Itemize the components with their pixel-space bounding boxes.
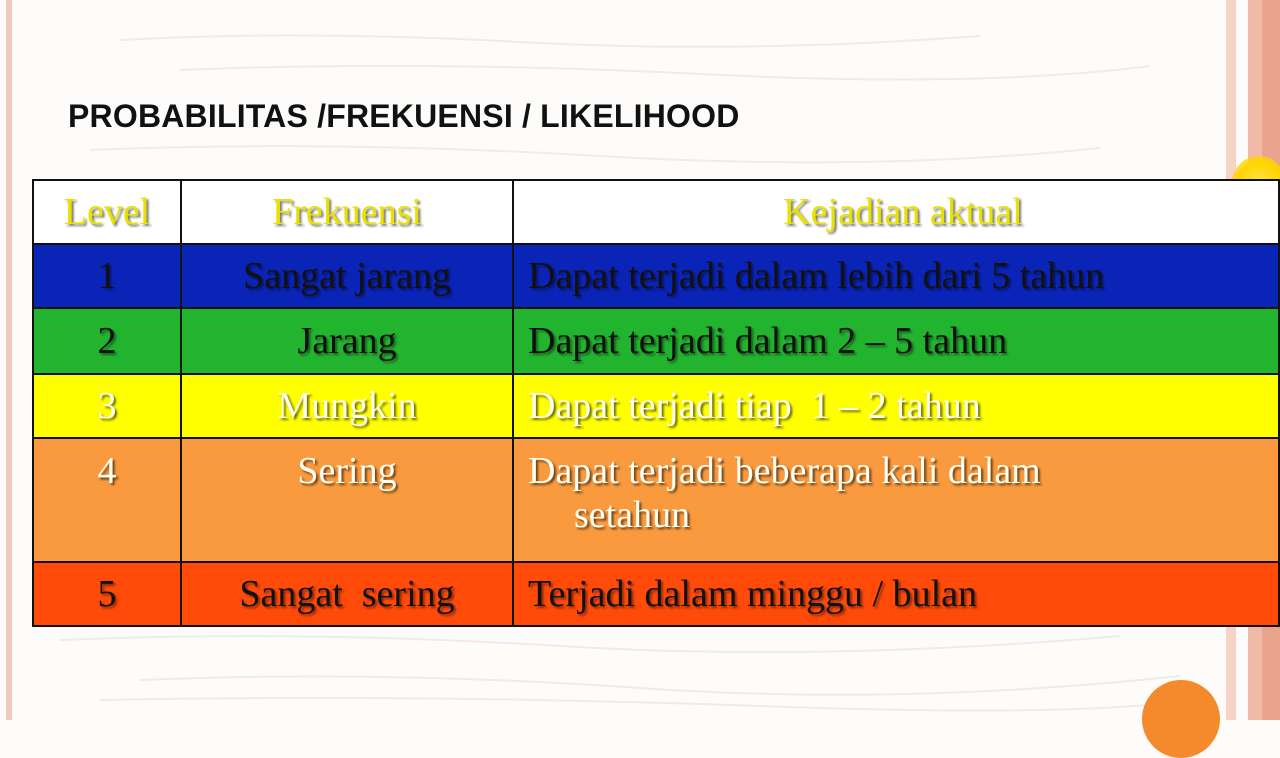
cell-level: 5 [33,562,181,626]
table-row [33,374,1279,438]
cell-kejadian: Terjadi dalam minggu / bulan [513,562,1279,626]
cell-frekuensi: Sering [181,438,513,562]
cell-frekuensi-text: Sangat sering [239,573,455,615]
likelihood-table [32,179,1280,627]
cell-kejadian-text: Dapat terjadi tiap 1 – 2 tahun [528,385,981,427]
cell-kejadian: Dapat terjadi dalam lebih dari 5 tahun [513,244,1279,308]
cell-kejadian-line1: Dapat terjadi beberapa kali dalam [528,450,1041,492]
table-header-row [33,180,1279,244]
cell-level: 4 [33,438,181,562]
cell-frekuensi: Sangat jarang [181,244,513,308]
table-row [33,562,1279,626]
orange-decoration-dot [1142,680,1220,758]
cell-kejadian: Dapat terjadi dalam 2 – 5 tahun [513,308,1279,374]
table-row [33,244,1279,308]
cell-kejadian-line2: setahun [574,494,691,536]
cell-level: 2 [33,308,181,374]
left-border-stripe [6,0,12,720]
table-row [33,438,1279,562]
header-kejadian-aktual: Kejadian aktual [513,180,1279,244]
cell-kejadian [513,438,1279,562]
header-frekuensi: Frekuensi [181,180,513,244]
cell-kejadian [513,374,1279,438]
table-row [33,308,1279,374]
cell-frekuensi: Jarang [181,308,513,374]
cell-frekuensi: Mungkin [181,374,513,438]
cell-level: 3 [33,374,181,438]
cell-frekuensi [181,562,513,626]
cell-level: 1 [33,244,181,308]
header-level: Level [33,180,181,244]
slide-title: PROBABILITAS /FREKUENSI / LIKELIHOOD [68,98,740,134]
